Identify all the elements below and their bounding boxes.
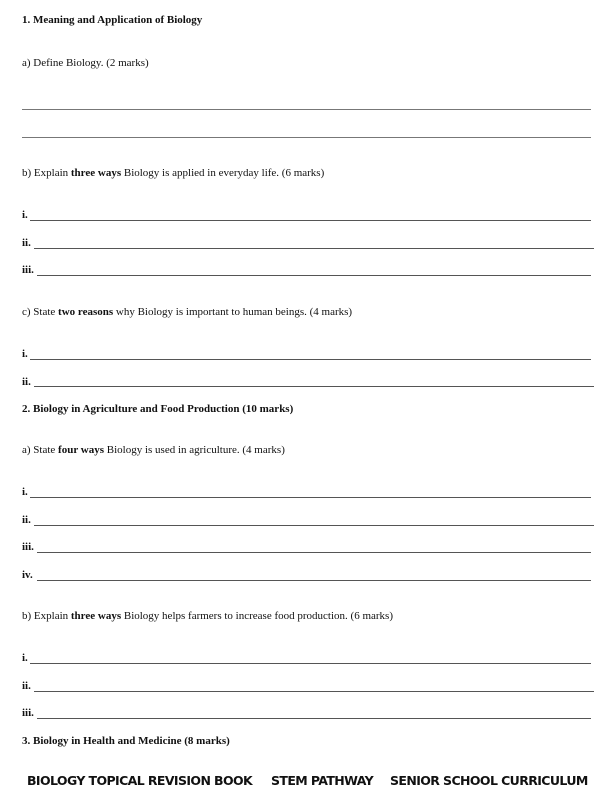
answer-label: i. <box>22 486 28 498</box>
answer-line[interactable] <box>34 525 594 526</box>
answer-label: i. <box>22 209 28 221</box>
answer-label: i. <box>22 652 28 664</box>
answer-line[interactable] <box>22 137 591 138</box>
answer-line[interactable] <box>22 109 591 110</box>
answer-label: ii. <box>22 514 31 526</box>
answer-line[interactable] <box>30 497 591 498</box>
question-2b: b) Explain three ways Biology helps farmers to increase food production. (6 marks) <box>22 610 393 622</box>
question-1b: b) Explain three ways Biology is applied in everyday life. (6 marks) <box>22 167 325 179</box>
answer-label: iii. <box>22 541 34 553</box>
answer-label: iv. <box>22 569 33 581</box>
answer-line[interactable] <box>37 718 591 719</box>
section-1-heading: 1. Meaning and Application of Biology <box>22 14 203 26</box>
page-footer <box>0 773 612 793</box>
answer-label: iii. <box>22 264 34 276</box>
question-1c: c) State two reasons why Biology is important to human beings. (4 marks) <box>22 306 353 318</box>
answer-label: ii. <box>22 680 31 692</box>
answer-line[interactable] <box>34 386 594 387</box>
answer-label: i. <box>22 348 28 360</box>
question-1a: a) Define Biology. (2 marks) <box>22 57 149 69</box>
footer-curriculum: SENIOR SCHOOL CURRICULUM <box>390 773 588 788</box>
answer-line[interactable] <box>34 248 594 249</box>
answer-label: iii. <box>22 707 34 719</box>
answer-line[interactable] <box>37 552 591 553</box>
footer-book-title: BIOLOGY TOPICAL REVISION BOOK <box>27 773 253 788</box>
answer-line[interactable] <box>30 663 591 664</box>
footer-pathway: STEM PATHWAY <box>271 773 374 788</box>
section-2-heading: 2. Biology in Agriculture and Food Production (10 marks) <box>22 403 294 415</box>
answer-label: ii. <box>22 376 31 388</box>
answer-label: ii. <box>22 237 31 249</box>
answer-line[interactable] <box>30 359 591 360</box>
section-3-heading: 3. Biology in Health and Medicine (8 marks) <box>22 735 230 747</box>
question-2a: a) State four ways Biology is used in agriculture. (4 marks) <box>22 444 285 456</box>
answer-line[interactable] <box>37 275 591 276</box>
answer-line[interactable] <box>37 580 591 581</box>
answer-line[interactable] <box>30 220 591 221</box>
answer-line[interactable] <box>34 691 594 692</box>
